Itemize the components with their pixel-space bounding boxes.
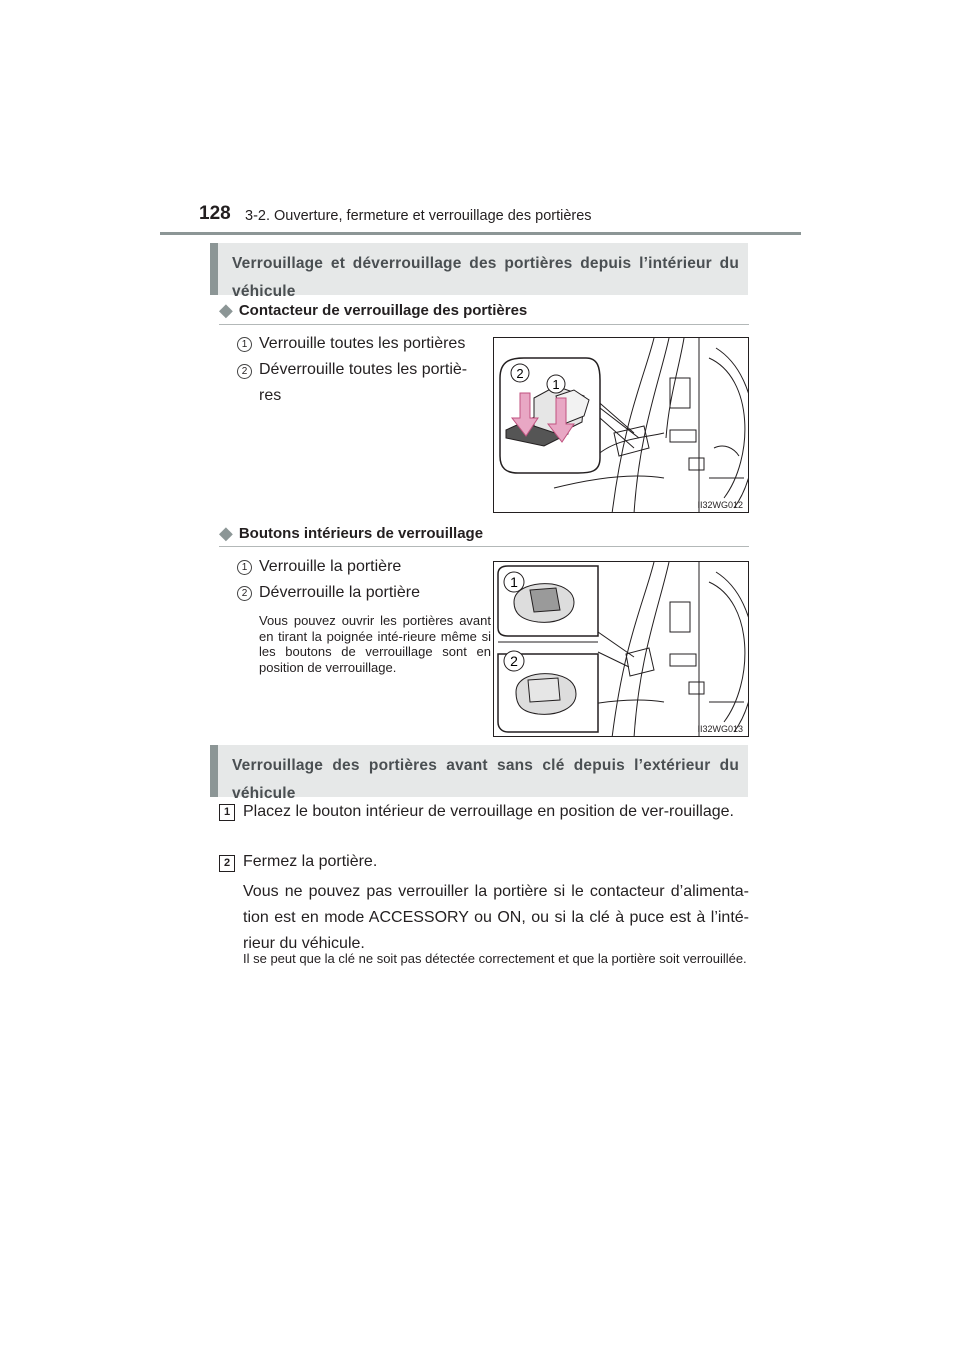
step-number-box: 1 [219,804,235,821]
callout-1: 1 [552,377,560,392]
figure-interior-lock-buttons [493,561,749,737]
item-number-circle: 2 [237,364,252,379]
item-text: Verrouille la portière [259,558,402,575]
subheading-interior-lock-buttons [219,523,483,544]
figure-code: II32WG013 [697,724,743,734]
figure-door-lock-switch [493,337,749,513]
subheading-text: Boutons intérieurs de verrouillage [238,525,484,542]
item-text: Verrouille toutes les portières [259,335,466,352]
item-number-circle: 2 [237,586,252,601]
body-paragraph: Vous ne pouvez pas verrouiller la portière si le contacteur d’alimenta-tion est en mode ACCESSORY ou ON, ou si la clé à puce est à l’inté-rieur du véhicule. [243,883,749,952]
item-number-circle: 1 [237,337,252,352]
item-text: Déverrouille toutes les portiè-res [259,361,468,404]
step-number-box: 2 [219,855,235,872]
step-text: Placez le bouton intérieur de verrouillage en position de ver-rouillage. [243,803,734,820]
subheading-text: Contacteur de verrouillage des portières [238,302,528,319]
page-number: 128 [199,203,231,224]
chapter-title: 3-2. Ouverture, fermeture et verrouillage des portières [245,208,592,224]
note-text: Il se peut que la clé ne soit pas détectée correctement et que la portière soit verrouillée. [243,951,747,966]
subheading-rule [219,324,749,325]
callout-2: 2 [510,653,518,669]
interior-lock-buttons-illustration [494,562,749,737]
item-number-circle: 1 [237,560,252,575]
callout-1: 1 [510,574,518,590]
subheading-rule [219,546,749,547]
step-text: Fermez la portière. [243,853,378,870]
door-lock-switch-illustration [494,338,749,513]
header-rule [160,232,801,235]
callout-2: 2 [516,366,524,381]
diamond-bullet-icon: ◆ [219,300,233,320]
subheading-door-lock-switch [219,300,527,321]
section-heading-exterior: Verrouillage des portières avant sans clé depuis l’extérieur du véhicule [210,745,748,797]
figure-code: II32WG012 [697,500,743,510]
diamond-bullet-icon: ◆ [219,523,233,543]
item-text: Déverrouille la portière [259,584,420,601]
note-text: Vous pouvez ouvrir les portières avant en tirant la poignée inté-rieure même si les boutons de verrouillage sont en position de verrouillage. [259,613,491,675]
section-heading-interior: Verrouillage et déverrouillage des portières depuis l’intérieur du véhicule [210,243,748,295]
